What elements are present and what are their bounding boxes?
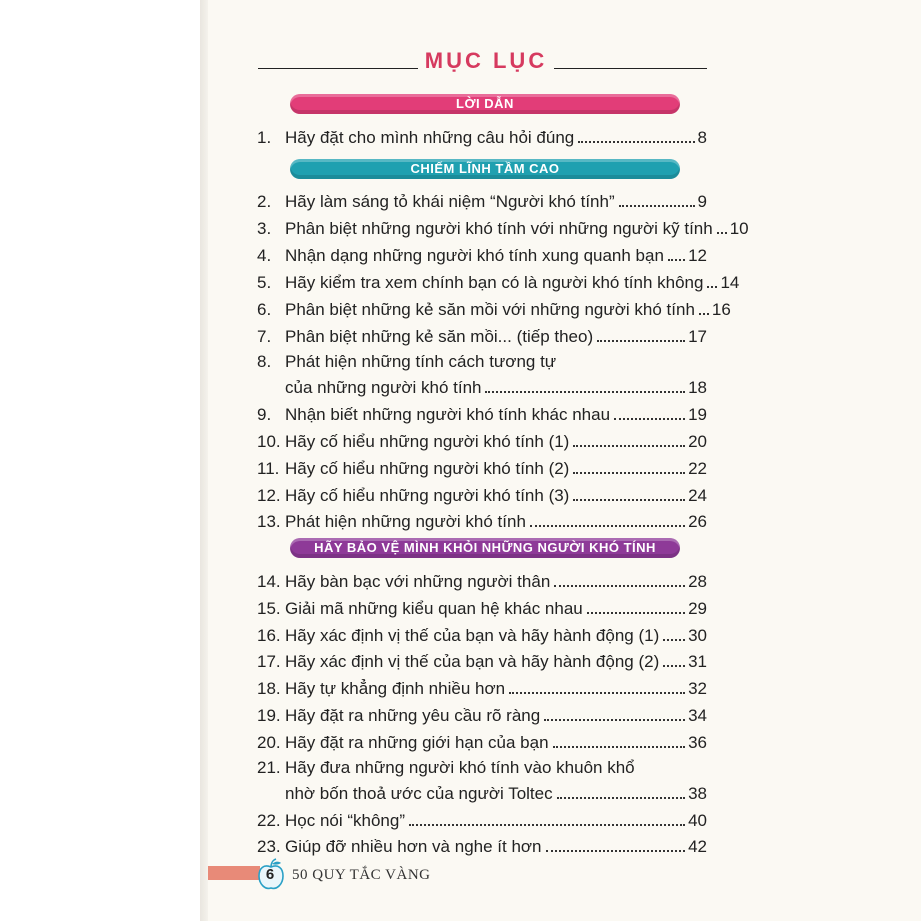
entry-title: Hãy đặt cho mình những câu hỏi đúng: [285, 128, 575, 147]
entry-title: Hãy cố hiểu những người khó tính (2): [285, 459, 570, 478]
leader-dots: [557, 797, 685, 799]
leader-dots: [509, 692, 685, 694]
entry-title: Hãy cố hiểu những người khó tính (1): [285, 432, 570, 451]
entry-number: 5.: [257, 273, 272, 292]
toc-entry[interactable]: [257, 321, 707, 347]
entry-title: Hãy xác định vị thế của bạn và hãy hành động (2): [285, 652, 660, 671]
entry-page: 28: [688, 572, 707, 591]
entry-page: 10: [729, 219, 749, 238]
entry-page: 12: [688, 246, 707, 265]
toc-entry[interactable]: [257, 294, 731, 320]
entry-page: 42: [688, 837, 707, 856]
leader-dots: [485, 391, 685, 393]
entry-page: 9: [697, 192, 707, 211]
entry-page: 32: [688, 679, 707, 698]
entry-number: 12.: [257, 486, 281, 505]
toc-entry-line2[interactable]: [257, 372, 707, 398]
page-number: 6: [265, 866, 275, 883]
entry-number: 13.: [257, 512, 281, 531]
entry-title: Giải mã những kiểu quan hệ khác nhau: [285, 599, 583, 618]
toc-entry[interactable]: [257, 186, 707, 212]
toc-entry[interactable]: [257, 593, 707, 619]
entry-page: 38: [688, 784, 707, 803]
entry-title: Nhận biết những người khó tính khác nhau: [285, 405, 611, 424]
entry-page: 24: [688, 486, 707, 505]
entry-title: Hãy xác định vị thế của bạn và hãy hành động (1): [285, 626, 660, 645]
toc-entry-line2[interactable]: [257, 778, 707, 804]
leader-dots: [663, 665, 685, 667]
entry-number: 6.: [257, 300, 272, 319]
leader-dots: [573, 472, 685, 474]
entry-title: Học nói “không”: [285, 811, 406, 830]
toc-entry[interactable]: [257, 399, 707, 425]
toc-entry[interactable]: [257, 727, 707, 753]
toc-entry[interactable]: [257, 673, 707, 699]
leader-dots: [619, 205, 695, 207]
page-title: MỤC LỤC: [424, 48, 548, 73]
entry-title-continued: nhờ bốn thoả ước của người Toltec: [285, 784, 553, 803]
leader-dots: [544, 719, 685, 721]
toc-entry[interactable]: [257, 122, 707, 148]
entry-page: 14: [720, 273, 740, 292]
entry-number: 1.: [257, 128, 272, 147]
entry-page: 19: [688, 405, 707, 424]
entry-page: 36: [688, 733, 707, 752]
toc-entry[interactable]: [257, 620, 707, 646]
leader-dots: [717, 232, 727, 234]
leader-dots: [614, 418, 685, 420]
entry-number: 19.: [257, 706, 281, 725]
entry-number: 9.: [257, 405, 272, 424]
entry-title: Hãy bàn bạc với những người thân: [285, 572, 551, 591]
book-title: 50 QUY TẮC VÀNG: [292, 867, 431, 883]
title-rule-right: [554, 68, 707, 69]
entry-title: Hãy làm sáng tỏ khái niệm “Người khó tính”: [285, 192, 615, 211]
entry-title: Hãy đặt ra những yêu cầu rõ ràng: [285, 706, 541, 725]
entry-page: 20: [688, 432, 707, 451]
leader-dots: [668, 259, 685, 261]
entry-page: 30: [688, 626, 707, 645]
toc-entry[interactable]: [257, 240, 707, 266]
toc-entry[interactable]: [257, 566, 707, 592]
entry-title: Phân biệt những kẻ săn mồi với những người khó tính: [285, 300, 695, 319]
leader-dots: [578, 141, 694, 143]
entry-number: 3.: [257, 219, 272, 238]
entry-number: 23.: [257, 837, 281, 856]
leader-dots: [699, 313, 709, 315]
entry-page: 34: [688, 706, 707, 725]
leader-dots: [587, 612, 685, 614]
footer-accent-bar: [208, 866, 260, 880]
section-header-chiem-linh-tam-cao: CHIẾM LĨNH TẦM CAO: [290, 159, 680, 179]
entry-number: 18.: [257, 679, 281, 698]
entry-page: 26: [688, 512, 707, 531]
entry-title: Hãy đặt ra những giới hạn của bạn: [285, 733, 549, 752]
entry-page: 18: [688, 378, 707, 397]
entry-title: Phân biệt những người khó tính với những người kỹ tính: [285, 219, 713, 238]
toc-entry[interactable]: [257, 426, 707, 452]
leader-dots: [707, 286, 717, 288]
entry-number: 7.: [257, 327, 272, 346]
toc-entry[interactable]: [257, 805, 707, 831]
leader-dots: [554, 585, 685, 587]
entry-number: 8.: [257, 352, 272, 371]
entry-page: 40: [688, 811, 707, 830]
toc-title-row: [258, 46, 708, 76]
entry-number: 15.: [257, 599, 281, 618]
toc-entry[interactable]: [257, 646, 707, 672]
entry-title: Hãy cố hiểu những người khó tính (3): [285, 486, 570, 505]
toc-entry[interactable]: [257, 213, 749, 239]
entry-number: 2.: [257, 192, 272, 211]
entry-number: 17.: [257, 652, 281, 671]
title-rule-left: [258, 68, 418, 69]
toc-entry[interactable]: [257, 831, 707, 857]
leader-dots: [597, 340, 685, 342]
toc-entry-line1[interactable]: [257, 346, 707, 372]
toc-entry[interactable]: [257, 506, 707, 532]
entry-title: Phát hiện những người khó tính: [285, 512, 526, 531]
entry-number: 16.: [257, 626, 281, 645]
leader-dots: [553, 746, 686, 748]
toc-entry[interactable]: [257, 453, 707, 479]
entry-title: Phát hiện những tính cách tương tự: [285, 352, 557, 371]
leader-dots: [573, 445, 685, 447]
section-header-loi-dan: LỜI DẪN: [290, 94, 680, 114]
entry-page: 16: [711, 300, 731, 319]
entry-number: 20.: [257, 733, 281, 752]
entry-page: 31: [688, 652, 707, 671]
entry-number: 10.: [257, 432, 281, 451]
entry-title: Hãy kiểm tra xem chính bạn có là người khó tính không: [285, 273, 704, 292]
entry-title: Hãy tự khẳng định nhiều hơn: [285, 679, 506, 698]
leader-dots: [409, 824, 685, 826]
toc-entry-line1[interactable]: [257, 752, 707, 778]
leader-dots: [663, 639, 685, 641]
entry-title: Nhận dạng những người khó tính xung quanh bạn: [285, 246, 664, 265]
toc-entry[interactable]: [257, 700, 707, 726]
entry-page: 8: [697, 128, 707, 147]
leader-dots: [573, 499, 685, 501]
toc-entry[interactable]: [257, 480, 707, 506]
entry-page: 22: [688, 459, 707, 478]
entry-title: Hãy đưa những người khó tính vào khuôn khổ: [285, 758, 635, 777]
leader-dots: [546, 850, 686, 852]
entry-title: Giúp đỡ nhiều hơn và nghe ít hơn: [285, 837, 542, 856]
entry-number: 4.: [257, 246, 272, 265]
entry-number: 22.: [257, 811, 281, 830]
entry-number: 11.: [257, 459, 280, 478]
entry-page: 17: [688, 327, 707, 346]
entry-number: 14.: [257, 572, 281, 591]
toc-entry[interactable]: [257, 267, 740, 293]
entry-page: 29: [688, 599, 707, 618]
entry-title-continued: của những người khó tính: [285, 378, 482, 397]
entry-number: 21.: [257, 758, 281, 777]
section-header-bao-ve: HÃY BẢO VỆ MÌNH KHỎI NHỮNG NGƯỜI KHÓ TÍNH: [290, 538, 680, 558]
leader-dots: [530, 525, 685, 527]
entry-title: Phân biệt những kẻ săn mồi... (tiếp theo): [285, 327, 594, 346]
